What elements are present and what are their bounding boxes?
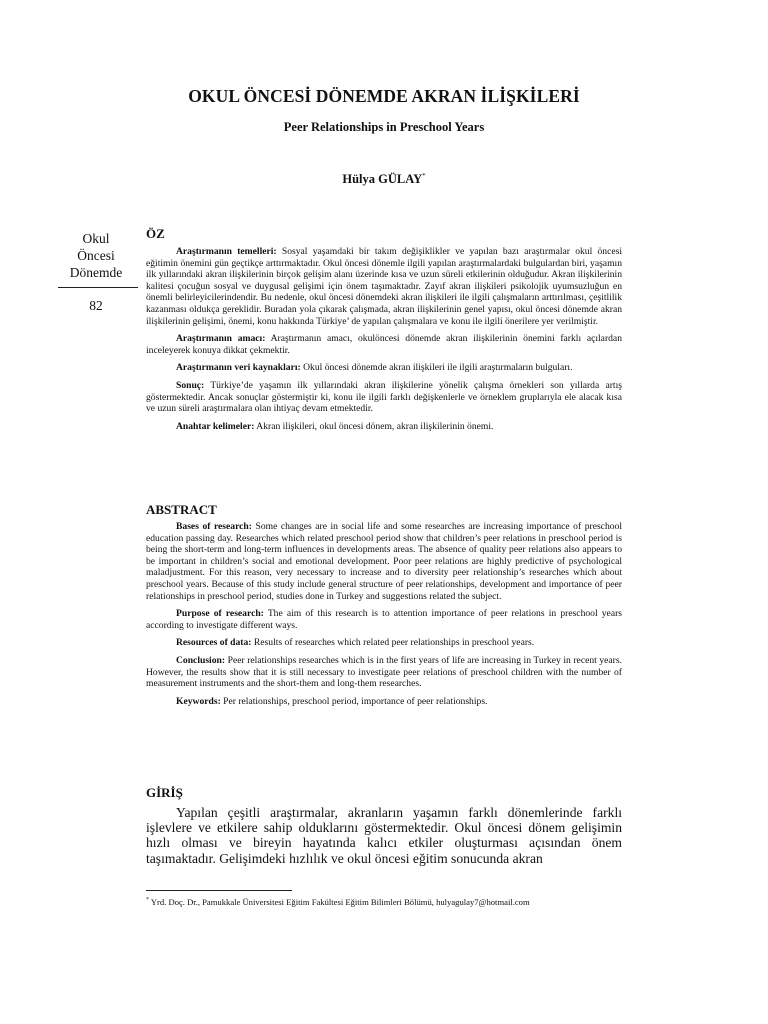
- oz-sonuc-paragraph: [146, 380, 622, 415]
- abstract-purpose-text: The aim of this research is to attention importance of peer relations in preschool years according to investigate different ways.: [146, 608, 623, 631]
- margin-line-2: Öncesi: [77, 248, 115, 263]
- abstract-purpose-paragraph: [146, 608, 622, 631]
- page-number: 82: [89, 298, 103, 313]
- oz-amac-text: Araştırmanın amacı, okulöncesi dönemde akran ilişkilerinin önemini farklı açılardan inceleyerek konuya dikkat çekmektir.: [146, 333, 622, 356]
- footnote: [146, 897, 622, 907]
- abstract-bases-text: Some changes are in social life and some researches are increasing importance of preschool education passing day. Researches which related preschool period show that children’s peer relations in preschool period is being the short-term and long-term influences in developments areas. The absence of quality peer relations also appears to be important in children’s social and emotional development. Poor peer relations are highly predictive of psychological maladjustment. For this reason, very necessary to increase and to diversity peer relationship’s researches which about preschool years. Because of this study include general structure of peer relationships, development and importance of peer relationships in preschool period, studies done in Turkey and suggestions related the subject.: [146, 521, 622, 602]
- abstract-purpose-label: Purpose of research:: [176, 608, 264, 620]
- abstract-bases-paragraph: [146, 521, 622, 602]
- author-footnote-mark: *: [422, 172, 426, 180]
- abstract-section: [146, 521, 622, 713]
- footnote-divider: [146, 890, 292, 891]
- oz-temeller-paragraph: [146, 246, 622, 327]
- oz-temeller-label: Araştırmanın temelleri:: [176, 246, 277, 257]
- abstract-keywords-label: Keywords:: [176, 695, 221, 707]
- footnote-mark: *: [146, 897, 149, 904]
- abstract-keywords-paragraph: [146, 696, 622, 708]
- abstract-keywords-text: Per relationships, preschool period, importance of peer relationships.: [220, 695, 488, 707]
- abstract-conclusion-label: Conclusion:: [176, 654, 226, 666]
- abstract-conclusion-paragraph: [146, 655, 622, 690]
- margin-line-1: Okul: [82, 231, 110, 246]
- margin-running-title: [60, 230, 132, 281]
- oz-temeller-text: Sosyal yaşamdaki bir takım değişiklikler ve yapılan bazı araştırmalar okul öncesi eğitimin önemini gün geçtikçe arttırmaktadır. Okul öncesi dönemle ilgili yapılan araştırmalardaki bulgulardan biri, yaşamın ilk yıllarındaki akran ilişkilerinin birçok gelişim alanı üzerinde kısa ve uzun süreli etkilerinin olduğudur. Akran ilişkilerinin kalitesi çocuğun sosyal ve duygusal gelişimi için önem taşımaktadır. Zayıf akran ilişkileri psikolojik uyumsuzluğun en önemli belirleyicilerindendir. Bu nedenle, okul öncesi dönemdeki akran ilişkileri ile ilgili çalışmaların arttırılması, çeşitlilik kazanması oldukça gereklidir. Buradan yola çıkarak çalışmada, akran ilişkilerinin genel yapısı, okul öncesi dönemde akran ilişkilerinin gelişimi, önemi, konu hakkında Türkiye’ de yapılan çalışmalara ve konu ile ilgili önerilere yer verilmiştir.: [146, 246, 622, 327]
- footnote-text: Yrd. Doç. Dr., Pamukkale Üniversitesi Eğitim Fakültesi Eğitim Bilimleri Bölümü, hulyagulay7@hotmail.com: [149, 897, 530, 907]
- oz-heading: ÖZ: [146, 226, 165, 241]
- author-line: [0, 172, 768, 187]
- oz-amac-paragraph: [146, 333, 622, 356]
- abstract-conclusion-text: Peer relationships researches which is in the first years of life are increasing in Turkey in recent years. However, the results show that it is still necessary to investigate peer relations of preschool children with the number of measurement instruments and the short-them and long-them researches.: [146, 654, 622, 690]
- oz-anahtar-text: Akran ilişkileri, okul öncesi dönem, akran ilişkilerinin önemi.: [254, 420, 494, 432]
- giris-paragraph: Yapılan çeşitli araştırmalar, akranların yaşamın farklı dönemlerinde farklı işlevlere ve etkilere sahip olduklarını göstermektedir. Okul öncesi dönem gelişimin hızlı olması ve bireyin hayatında kalıcı etkiler oluşturması açısından önem taşımaktadır. Gelişimdeki hızlılık ve okul öncesi eğitim sonucunda akran: [146, 805, 622, 866]
- abstract-resources-text: Results of researches which related peer relationships in preschool years.: [251, 637, 535, 649]
- giris-heading: GİRİŞ: [146, 785, 183, 800]
- paper-subtitle: Peer Relationships in Preschool Years: [283, 120, 485, 134]
- abstract-resources-label: Resources of data:: [176, 637, 252, 649]
- abstract-heading: ABSTRACT: [146, 502, 217, 517]
- oz-anahtar-paragraph: [146, 421, 622, 433]
- abstract-bases-label: Bases of research:: [176, 521, 252, 532]
- margin-line-3: Dönemde: [69, 265, 123, 280]
- oz-amac-label: Araştırmanın amacı:: [176, 333, 266, 345]
- author-name: Hülya GÜLAY: [342, 172, 423, 187]
- margin-divider: [58, 287, 138, 288]
- paper-title: OKUL ÖNCESİ DÖNEMDE AKRAN İLİŞKİLERİ: [188, 86, 580, 106]
- oz-sonuc-text: Türkiye’de yaşamın ilk yıllarındaki akran ilişkilerine yönelik çalışma örnekleri son yıllarda artış göstermektedir. Ancak sonuçlar göstermiştir ki, konu ile ilgili farklı değişkenlerle ve örneklem gruplarıyla ele alacak kısa ve uzun süreli araştırmalara olan ihtiyaç devam etmektedir.: [146, 379, 622, 415]
- oz-anahtar-label: Anahtar kelimeler:: [176, 420, 255, 432]
- oz-veri-paragraph: [146, 362, 622, 374]
- oz-veri-label: Araştırmanın veri kaynakları:: [176, 362, 301, 374]
- oz-sonuc-label: Sonuç:: [176, 379, 205, 391]
- oz-veri-text: Okul öncesi dönemde akran ilişkileri ile ilgili araştırmaların bulguları.: [300, 362, 573, 374]
- giris-section: [146, 805, 622, 866]
- abstract-resources-paragraph: [146, 637, 622, 649]
- oz-section: [146, 246, 622, 438]
